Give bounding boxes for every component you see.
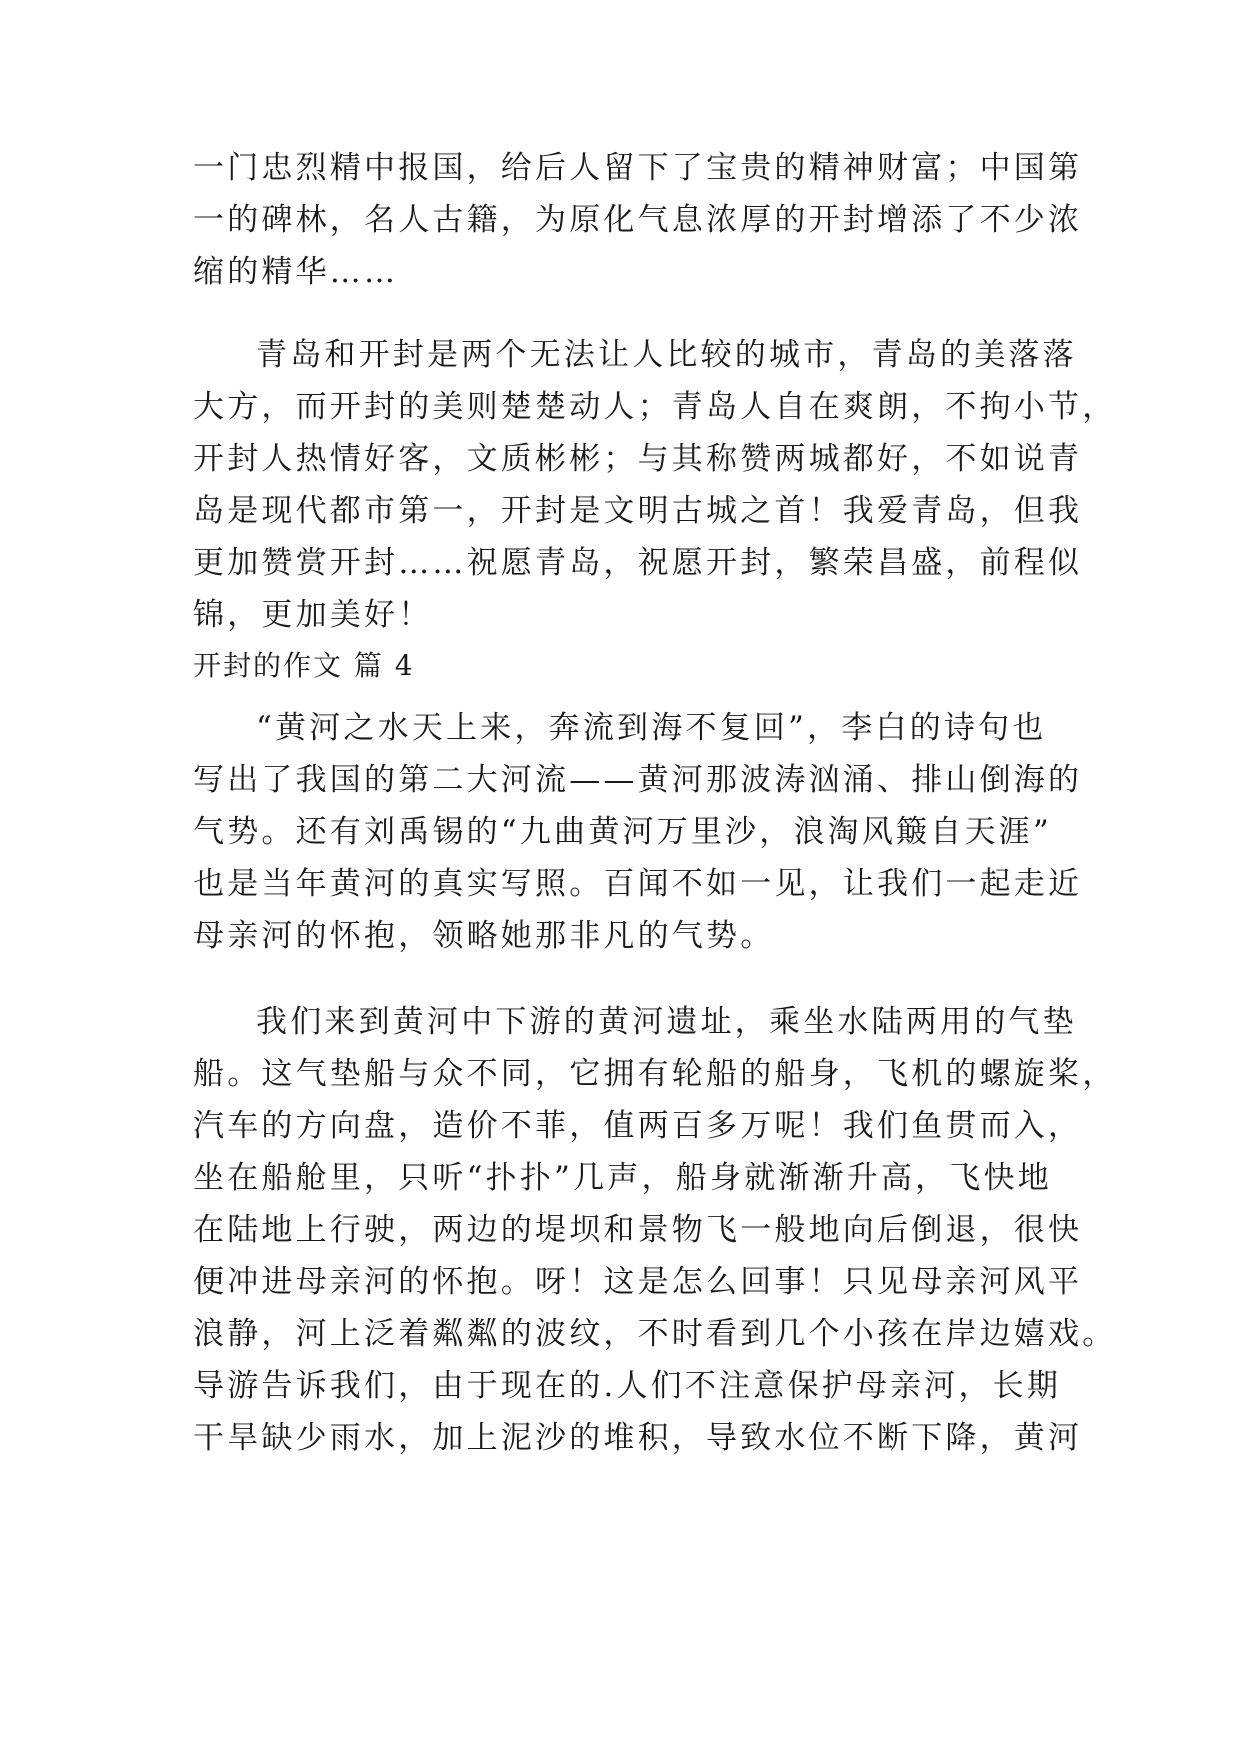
paragraph-3-line: “黄河之水天上来，奔流到海不复回”，李白的诗句也 — [256, 710, 1047, 746]
paragraph-4-line: 便冲进母亲河的怀抱。呀！这是怎么回事！只见母亲河风平 — [193, 1264, 1083, 1300]
paragraph-1-line: 缩的精华…… — [193, 254, 399, 290]
paragraph-3-line: 气势。还有刘禹锡的“九曲黄河万里沙，浪淘风簸自天涯” — [193, 814, 1052, 850]
paragraph-2-line: 青岛和开封是两个无法让人比较的城市，青岛的美落落 — [256, 337, 1077, 373]
paragraph-4-line: 导游告诉我们，由于现在的.人们不注意保护母亲河，长期 — [193, 1368, 1062, 1404]
paragraph-2-line: 开封人热情好客，文质彬彬；与其称赞两城都好，不如说青 — [193, 441, 1083, 477]
paragraph-3-line: 也是当年黄河的真实写照。百闻不如一见，让我们一起走近 — [193, 866, 1083, 902]
paragraph-4-line: 在陆地上行驶，两边的堤坝和景物飞一般地向后倒退，很快 — [193, 1212, 1083, 1248]
paragraph-2-line: 更加赞赏开封……祝愿青岛，祝愿开封，繁荣昌盛，前程似 — [193, 545, 1083, 581]
paragraph-1-line: 一门忠烈精中报国，给后人留下了宝贵的精神财富；中国第 — [193, 150, 1083, 186]
paragraph-2-line: 大方，而开封的美则楚楚动人；青岛人自在爽朗，不拘小节， — [193, 389, 1117, 425]
section-heading: 开封的作文 篇 4 — [193, 649, 415, 682]
paragraph-4-line: 干旱缺少雨水，加上泥沙的堆积，导致水位不断下降，黄河 — [193, 1420, 1083, 1456]
paragraph-2-line: 岛是现代都市第一，开封是文明古城之首！我爱青岛，但我 — [193, 493, 1083, 529]
paragraph-4-line: 船。这气垫船与众不同，它拥有轮船的船身，飞机的螺旋桨， — [193, 1056, 1117, 1092]
paragraph-1-line: 一的碑林，名人古籍，为原化气息浓厚的开封增添了不少浓 — [193, 202, 1083, 238]
paragraph-3-line: 写出了我国的第二大河流——黄河那波涛汹涌、排山倒海的 — [193, 762, 1083, 798]
paragraph-4-line: 我们来到黄河中下游的黄河遗址，乘坐水陆两用的气垫 — [256, 1004, 1077, 1040]
paragraph-2-line: 锦，更加美好！ — [193, 597, 433, 633]
paragraph-4-line: 汽车的方向盘，造价不菲，值两百多万呢！我们鱼贯而入， — [193, 1108, 1083, 1144]
paragraph-3-line: 母亲河的怀抱，领略她那非凡的气势。 — [193, 918, 775, 954]
paragraph-4-line: 坐在船舱里，只听“扑扑”几声，船身就渐渐升高，飞快地 — [193, 1160, 1052, 1196]
paragraph-4-line: 浪静，河上泛着粼粼的波纹，不时看到几个小孩在岸边嬉戏。 — [193, 1316, 1117, 1352]
